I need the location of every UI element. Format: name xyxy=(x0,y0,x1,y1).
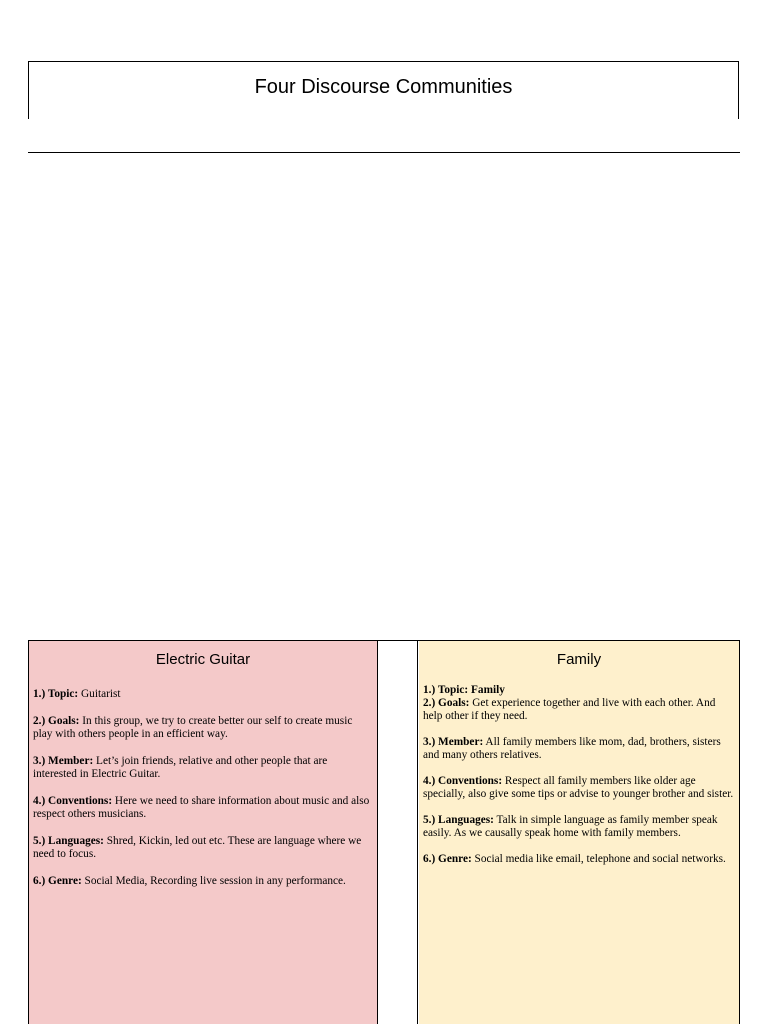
column-heading: Electric Guitar xyxy=(155,651,251,668)
item-label: 2.) Goals: xyxy=(423,697,470,709)
item-label: 1.) Topic: Family xyxy=(423,684,505,696)
list-item xyxy=(33,688,373,701)
list-item xyxy=(423,775,735,801)
column-electric-guitar xyxy=(29,641,378,1024)
item-label: 3.) Member: xyxy=(33,755,94,767)
item-label: 4.) Conventions: xyxy=(33,795,113,807)
list-item xyxy=(33,835,373,861)
column-family xyxy=(419,641,739,1024)
page-title: Four Discourse Communities xyxy=(254,76,513,98)
divider xyxy=(28,152,740,153)
communities-table xyxy=(28,640,740,1024)
list-item xyxy=(33,715,373,741)
item-text: All family members like mom, dad, brothers, sisters and many others relatives. xyxy=(423,736,721,761)
item-text: In this group, we try to create better our self to create music play with others people in an efficient way. xyxy=(33,715,353,740)
item-text: Social media like email, telephone and social networks. xyxy=(471,853,726,865)
item-list xyxy=(419,684,739,866)
list-item xyxy=(423,684,735,723)
item-text: Here we need to share information about music and also respect others musicians. xyxy=(33,795,370,820)
spacer-column xyxy=(378,641,418,1024)
item-label: 5.) Languages: xyxy=(33,835,104,847)
title-box xyxy=(28,61,739,119)
item-text: Get experience together and live with each other. And help other if they need. xyxy=(423,697,716,722)
item-label: 6.) Genre: xyxy=(423,853,472,865)
item-text: Guitarist xyxy=(78,688,121,700)
column-heading: Family xyxy=(556,651,602,668)
list-item xyxy=(33,795,373,821)
item-text: Social Media, Recording live session in any performance. xyxy=(81,875,346,887)
list-item xyxy=(423,814,735,840)
list-item xyxy=(33,755,373,781)
item-label: 2.) Goals: xyxy=(33,715,80,727)
list-item xyxy=(33,875,373,888)
item-label: 6.) Genre: xyxy=(33,875,82,887)
item-label: 5.) Languages: xyxy=(423,814,494,826)
item-text: Let’s join friends, relative and other people that are interested in Electric Guitar. xyxy=(33,755,328,780)
list-item xyxy=(423,736,735,762)
item-label: 1.) Topic: xyxy=(33,688,79,700)
item-text: Respect all family members like older age specially, also give some tips or advise to younger brother and sister. xyxy=(423,775,734,800)
list-item xyxy=(423,853,735,866)
item-label: 3.) Member: xyxy=(423,736,484,748)
item-list xyxy=(29,688,377,888)
item-text: Talk in simple language as family member speak easily. As we causally speak home with family members. xyxy=(423,814,718,839)
item-text: Shred, Kickin, led out etc. These are language where we need to focus. xyxy=(33,835,362,860)
item-label: 4.) Conventions: xyxy=(423,775,503,787)
